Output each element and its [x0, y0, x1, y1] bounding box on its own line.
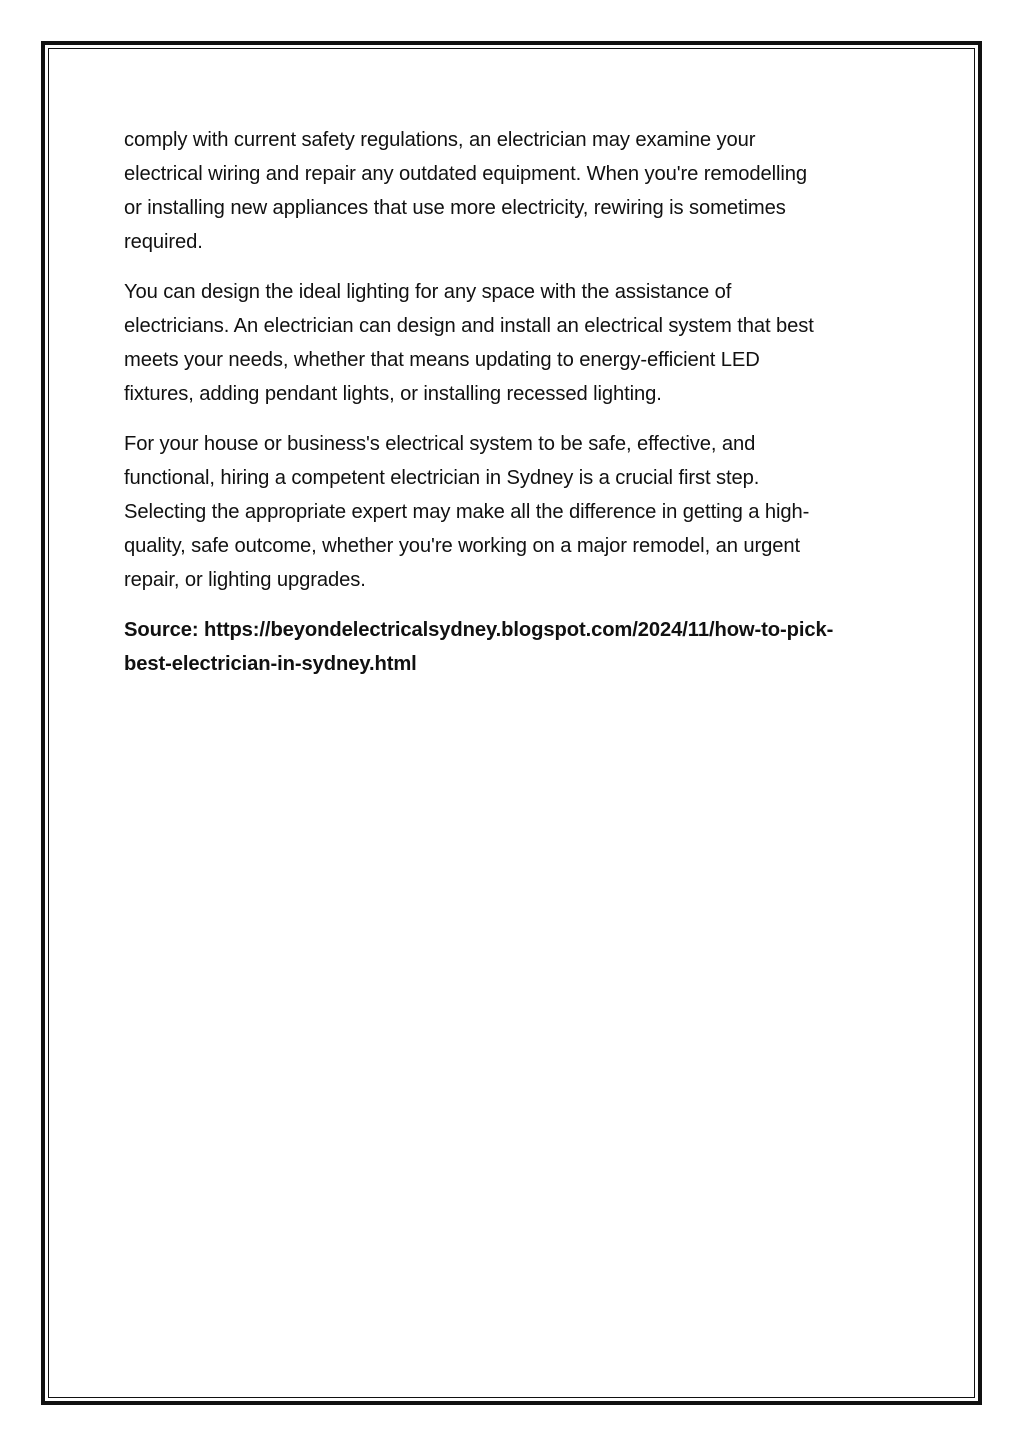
paragraph-safety-regulations: [124, 123, 904, 259]
text-line: For your house or business's electrical system to be safe, effective, and: [124, 433, 756, 455]
paragraph-lighting-design: [124, 275, 904, 411]
text-line: or installing new appliances that use more electricity, rewiring is sometimes: [124, 197, 786, 219]
source-citation: [124, 613, 904, 681]
text-line: functional, hiring a competent electrician in Sydney is a crucial first step.: [124, 467, 760, 489]
source-line: best-electrician-in-sydney.html: [124, 653, 417, 675]
source-line: Source: https://beyondelectricalsydney.blogspot.com/2024/11/how-to-pick-: [124, 619, 834, 641]
text-line: electricians. An electrician can design and install an electrical system that best: [124, 315, 814, 337]
text-line: Selecting the appropriate expert may make all the difference in getting a high-: [124, 501, 810, 523]
text-line: quality, safe outcome, whether you're working on a major remodel, an urgent: [124, 535, 800, 557]
paragraph-hiring-electrician: [124, 427, 904, 597]
text-line: meets your needs, whether that means updating to energy-efficient LED: [124, 349, 760, 371]
text-line: electrical wiring and repair any outdated equipment. When you're remodelling: [124, 163, 808, 185]
text-line: fixtures, adding pendant lights, or installing recessed lighting.: [124, 383, 662, 405]
text-line: required.: [124, 231, 203, 253]
document-body: [124, 123, 904, 681]
text-line: comply with current safety regulations, an electrician may examine your: [124, 129, 756, 151]
text-line: You can design the ideal lighting for any space with the assistance of: [124, 281, 732, 303]
text-line: repair, or lighting upgrades.: [124, 569, 366, 591]
